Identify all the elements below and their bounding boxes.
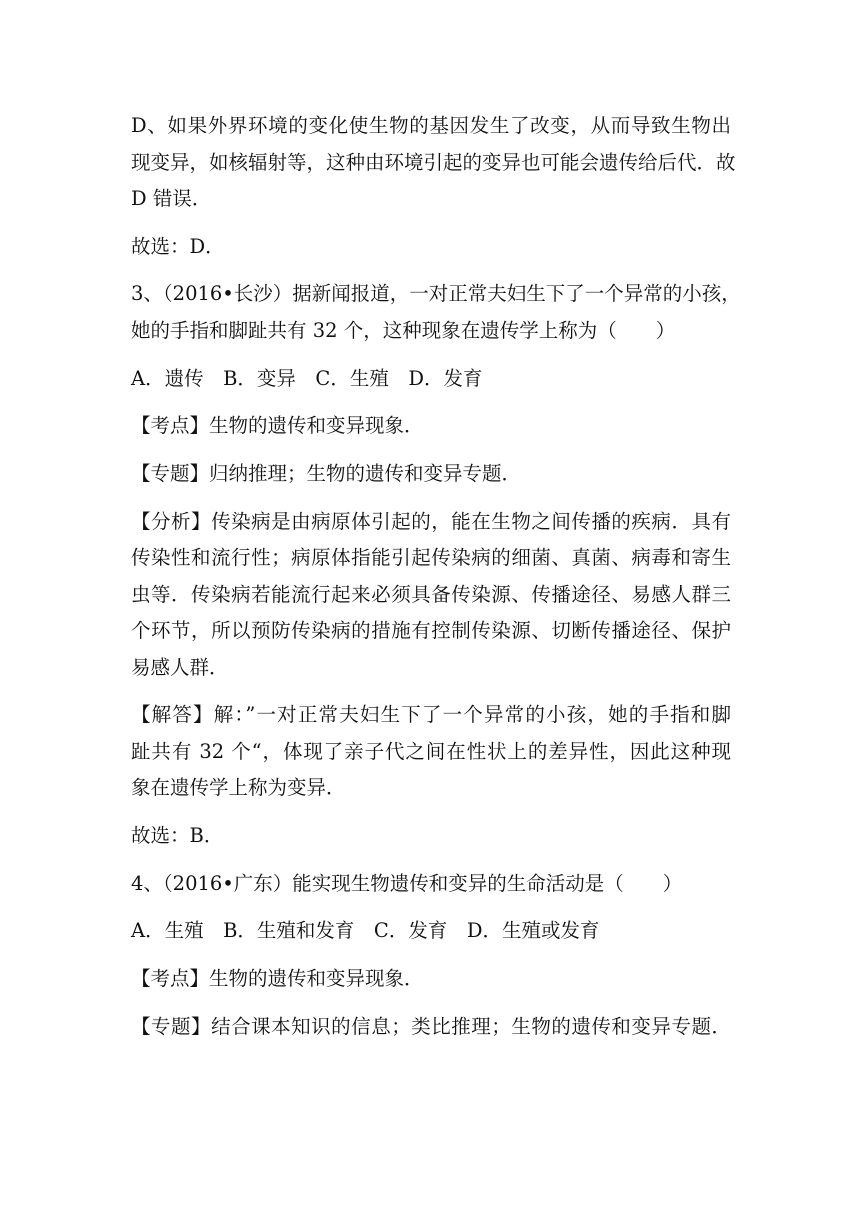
- document-page: [131, 108, 741, 1045]
- answer-options: A．遗传 B．变异 C．生殖 D．发育: [131, 366, 483, 390]
- text-line: 现变异，如核辐射等，这种由环境引起的变异也可能会遗传给后代．故: [131, 150, 736, 174]
- text-line: 故选：D．: [131, 234, 225, 258]
- text-line: 故选：B．: [131, 824, 224, 847]
- question-line: 3、（2016•长沙）据新闻报道，一对正常夫妇生下了一个异常的小孩，: [131, 282, 741, 306]
- text-line: 【解答】解：”一对正常夫妇生下了一个异常的小孩，她的手指和脚: [131, 703, 731, 727]
- text-line: 虫等．传染病若能流行起来必须具备传染源、传播途径、易感人群三: [131, 582, 731, 606]
- text-line: 传染性和流行性；病原体指能引起传染病的细菌、真菌、病毒和寄生: [131, 546, 731, 570]
- text-line: 【分析】传染病是由病原体引起的，能在生物之间传播的疾病．具有: [131, 509, 731, 533]
- text-line: 【专题】归纳推理；生物的遗传和变异专题．: [131, 461, 522, 485]
- text-line: 个环节，所以预防传染病的措施有控制传染源、切断传播途径、保护: [131, 619, 731, 643]
- text-line: D、如果外界环境的变化使生物的基因发生了改变，从而导致生物出: [131, 114, 731, 137]
- text-line: 【专题】结合课本知识的信息；类比推理；生物的遗传和变异专题．: [131, 1014, 731, 1038]
- text-line: 象在遗传学上称为变异．: [131, 776, 346, 800]
- answer-options: A．生殖 B．生殖和发育 C．发育 D．生殖或发育: [131, 919, 600, 943]
- question-line: 她的手指和脚趾共有 32 个，这种现象在遗传学上称为（ ）: [131, 318, 676, 342]
- question-line: 4、（2016•广东）能实现生物遗传和变异的生命活动是（ ）: [131, 871, 683, 895]
- text-line: 趾共有 32 个“，体现了亲子代之间在性状上的差异性，因此这种现: [131, 739, 731, 763]
- text-line: 【考点】生物的遗传和变异现象．: [131, 414, 424, 438]
- text-line: 【考点】生物的遗传和变异现象．: [131, 967, 424, 991]
- text-line: D 错误．: [131, 187, 212, 210]
- text-line: 易感人群．: [131, 655, 229, 679]
